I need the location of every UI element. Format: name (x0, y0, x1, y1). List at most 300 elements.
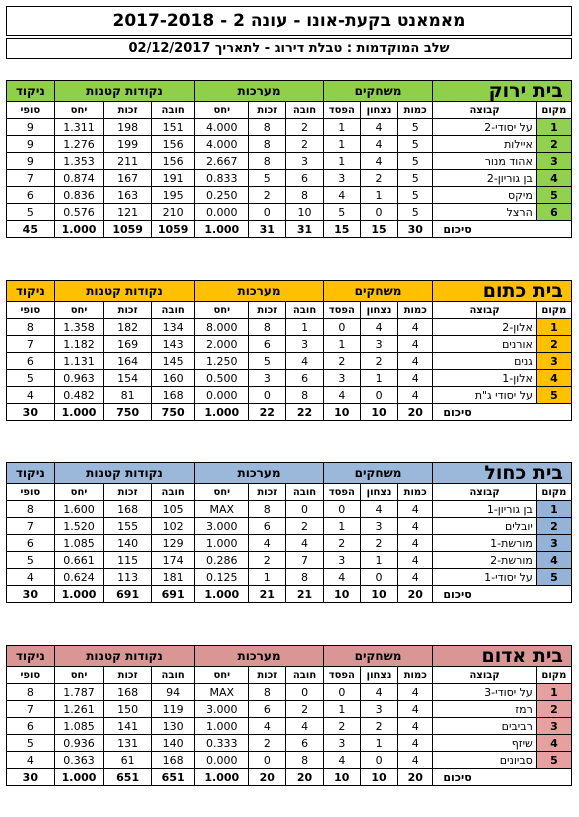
final-cell: 6 (7, 353, 55, 370)
final-cell: 8 (7, 319, 55, 336)
points-for-cell: 121 (104, 204, 152, 221)
rank-cell: 2 (536, 336, 571, 353)
table-row (7, 684, 572, 701)
total-points-for-cell: 691 (104, 586, 152, 603)
house-title: בית כחול (433, 463, 572, 484)
sets-against-cell: 2 (286, 136, 323, 153)
sets-for-cell: 8 (249, 136, 286, 153)
points-against-header: חובה (151, 484, 194, 501)
total-count-cell: 20 (398, 586, 433, 603)
final-cell: 7 (7, 170, 55, 187)
table-row (7, 752, 572, 769)
team-name-cell: על יסודי-1 (433, 569, 536, 586)
team-name-cell: מורשת-1 (433, 535, 536, 552)
points-ratio-cell: 0.661 (54, 552, 104, 569)
final-cell: 6 (7, 535, 55, 552)
sets-against-cell: 4 (286, 535, 323, 552)
total-sets-against-cell: 22 (286, 404, 323, 421)
points-for-header: זכות (104, 667, 152, 684)
loss-cell: 5 (323, 204, 360, 221)
team-name-cell: בן גוריון-2 (433, 170, 536, 187)
total-sets-for-cell: 22 (249, 404, 286, 421)
team-header: קבוצה (433, 102, 536, 119)
final-cell: 7 (7, 701, 55, 718)
win-cell: 4 (360, 119, 397, 136)
team-name-cell: שיזף (433, 735, 536, 752)
rank-cell: 4 (536, 370, 571, 387)
total-label: סיכום (433, 586, 572, 603)
count-cell: 4 (398, 552, 433, 569)
final-cell: 5 (7, 735, 55, 752)
points-for-cell: 211 (104, 153, 152, 170)
count-header: כמות (398, 667, 433, 684)
rank-cell: 1 (536, 684, 571, 701)
total-final-cell: 45 (7, 221, 55, 238)
total-label: סיכום (433, 221, 572, 238)
win-cell: 4 (360, 319, 397, 336)
total-points-for-cell: 1059 (104, 221, 152, 238)
sets-ratio-cell: 1.250 (195, 353, 249, 370)
sets-against-cell: 6 (286, 735, 323, 752)
count-cell: 4 (398, 319, 433, 336)
team-name-cell: אלון-1 (433, 370, 536, 387)
points-against-header: חובה (151, 302, 194, 319)
team-name-cell: אהוד מנור (433, 153, 536, 170)
total-count-cell: 30 (398, 221, 433, 238)
points-ratio-cell: 0.624 (54, 569, 104, 586)
points-ratio-cell: 1.085 (54, 535, 104, 552)
final-cell: 4 (7, 569, 55, 586)
table-row (7, 353, 572, 370)
table-row (7, 387, 572, 404)
loss-cell: 1 (323, 336, 360, 353)
points-against-cell: 94 (151, 684, 194, 701)
sets-against-cell: 1 (286, 319, 323, 336)
team-name-cell: מיקס (433, 187, 536, 204)
points-for-cell: 182 (104, 319, 152, 336)
count-cell: 4 (398, 501, 433, 518)
points-ratio-header: יחס (54, 484, 104, 501)
table-row (7, 136, 572, 153)
sets-against-cell: 2 (286, 701, 323, 718)
total-sets-ratio-cell: 1.000 (195, 221, 249, 238)
win-cell: 1 (360, 187, 397, 204)
sets-for-cell: 5 (249, 170, 286, 187)
points-against-header: חובה (151, 667, 194, 684)
rank-cell: 5 (536, 187, 571, 204)
sets-ratio-cell: 3.000 (195, 701, 249, 718)
points-against-cell: 151 (151, 119, 194, 136)
count-header: כמות (398, 302, 433, 319)
final-sub-header: סופי (7, 667, 55, 684)
count-cell: 4 (398, 752, 433, 769)
sets-for-cell: 6 (249, 701, 286, 718)
count-cell: 4 (398, 370, 433, 387)
total-sets-against-cell: 21 (286, 586, 323, 603)
points-ratio-cell: 1.358 (54, 319, 104, 336)
total-points-ratio-cell: 1.000 (54, 586, 104, 603)
sets-ratio-cell: 1.000 (195, 718, 249, 735)
sets-for-header: זכות (249, 302, 286, 319)
loss-cell: 4 (323, 387, 360, 404)
total-count-cell: 20 (398, 404, 433, 421)
sets-for-header: זכות (249, 484, 286, 501)
games-group-header: משחקים (323, 646, 433, 667)
sets-ratio-cell: 0.250 (195, 187, 249, 204)
total-sets-ratio-cell: 1.000 (195, 769, 249, 786)
rank-cell: 5 (536, 752, 571, 769)
sets-against-cell: 8 (286, 752, 323, 769)
sets-for-cell: 8 (249, 684, 286, 701)
final-cell: 4 (7, 387, 55, 404)
win-header: נצחון (360, 484, 397, 501)
win-header: נצחון (360, 102, 397, 119)
win-cell: 2 (360, 718, 397, 735)
points-against-cell: 140 (151, 735, 194, 752)
final-sub-header: סופי (7, 302, 55, 319)
win-cell: 0 (360, 204, 397, 221)
sets-ratio-cell: 2.000 (195, 336, 249, 353)
total-sets-against-cell: 31 (286, 221, 323, 238)
total-row (7, 221, 572, 238)
team-name-cell: אורנים (433, 336, 536, 353)
points-group-header: נקודות קטנות (54, 281, 195, 302)
points-against-cell: 191 (151, 170, 194, 187)
points-for-cell: 164 (104, 353, 152, 370)
total-win-cell: 15 (360, 221, 397, 238)
sets-against-cell: 4 (286, 353, 323, 370)
standings-table (6, 80, 572, 238)
win-cell: 3 (360, 518, 397, 535)
sets-group-header: מערכות (195, 81, 323, 102)
win-cell: 2 (360, 535, 397, 552)
sets-against-cell: 2 (286, 119, 323, 136)
sets-for-cell: 1 (249, 569, 286, 586)
points-against-cell: 129 (151, 535, 194, 552)
rank-cell: 3 (536, 153, 571, 170)
sets-against-cell: 2 (286, 518, 323, 535)
team-name-cell: יובלים (433, 518, 536, 535)
rank-header: מקום (536, 102, 571, 119)
sets-ratio-header: יחס (195, 484, 249, 501)
games-group-header: משחקים (323, 81, 433, 102)
rank-cell: 5 (536, 387, 571, 404)
sets-against-header: חובה (286, 667, 323, 684)
points-ratio-cell: 1.182 (54, 336, 104, 353)
rank-cell: 2 (536, 701, 571, 718)
count-cell: 5 (398, 170, 433, 187)
sets-ratio-cell: 0.833 (195, 170, 249, 187)
points-ratio-cell: 1.600 (54, 501, 104, 518)
sets-ratio-cell: 4.000 (195, 136, 249, 153)
win-header: נצחון (360, 667, 397, 684)
final-sub-header: סופי (7, 102, 55, 119)
sets-ratio-cell: 0.000 (195, 752, 249, 769)
win-header: נצחון (360, 302, 397, 319)
rank-cell: 3 (536, 718, 571, 735)
table-row (7, 370, 572, 387)
points-against-cell: 105 (151, 501, 194, 518)
points-against-cell: 168 (151, 752, 194, 769)
points-ratio-cell: 1.311 (54, 119, 104, 136)
points-against-cell: 160 (151, 370, 194, 387)
sets-against-cell: 8 (286, 187, 323, 204)
points-ratio-cell: 1.276 (54, 136, 104, 153)
count-cell: 5 (398, 187, 433, 204)
final-cell: 7 (7, 518, 55, 535)
sets-for-cell: 2 (249, 735, 286, 752)
win-cell: 3 (360, 336, 397, 353)
sets-against-cell: 0 (286, 501, 323, 518)
team-header: קבוצה (433, 667, 536, 684)
sets-against-header: חובה (286, 484, 323, 501)
total-loss-cell: 10 (323, 769, 360, 786)
win-cell: 1 (360, 370, 397, 387)
loss-cell: 0 (323, 684, 360, 701)
sets-ratio-cell: 3.000 (195, 518, 249, 535)
table-row (7, 119, 572, 136)
sets-against-header: חובה (286, 302, 323, 319)
win-cell: 0 (360, 569, 397, 586)
points-ratio-cell: 1.261 (54, 701, 104, 718)
points-for-cell: 163 (104, 187, 152, 204)
rank-cell: 6 (536, 204, 571, 221)
total-sets-ratio-cell: 1.000 (195, 404, 249, 421)
sets-ratio-cell: 0.000 (195, 387, 249, 404)
points-for-cell: 168 (104, 501, 152, 518)
total-row (7, 586, 572, 603)
team-name-cell: הרצל (433, 204, 536, 221)
total-final-cell: 30 (7, 586, 55, 603)
sets-for-cell: 5 (249, 353, 286, 370)
final-cell: 9 (7, 119, 55, 136)
sets-for-cell: 6 (249, 518, 286, 535)
total-points-against-cell: 651 (151, 769, 194, 786)
total-sets-for-cell: 31 (249, 221, 286, 238)
sets-against-cell: 3 (286, 153, 323, 170)
total-points-against-cell: 1059 (151, 221, 194, 238)
total-points-ratio-cell: 1.000 (54, 221, 104, 238)
team-header: קבוצה (433, 302, 536, 319)
sets-against-cell: 10 (286, 204, 323, 221)
win-cell: 3 (360, 701, 397, 718)
points-for-cell: 140 (104, 535, 152, 552)
sets-ratio-header: יחס (195, 667, 249, 684)
points-ratio-cell: 1.085 (54, 718, 104, 735)
points-ratio-cell: 0.936 (54, 735, 104, 752)
table-row (7, 187, 572, 204)
table-row (7, 501, 572, 518)
loss-header: הפסד (323, 102, 360, 119)
team-name-cell: רמז (433, 701, 536, 718)
table-row (7, 718, 572, 735)
win-cell: 0 (360, 752, 397, 769)
sets-for-cell: 4 (249, 535, 286, 552)
win-cell: 4 (360, 136, 397, 153)
final-cell: 9 (7, 153, 55, 170)
points-against-cell: 134 (151, 319, 194, 336)
team-name-cell: מורשת-2 (433, 552, 536, 569)
loss-cell: 0 (323, 319, 360, 336)
total-sets-for-cell: 20 (249, 769, 286, 786)
points-for-cell: 167 (104, 170, 152, 187)
total-points-for-cell: 651 (104, 769, 152, 786)
loss-cell: 3 (323, 552, 360, 569)
page-subtitle: שלב המוקדמות : טבלת דירוג - לתאריך 02/12/2017 (6, 38, 572, 59)
loss-header: הפסד (323, 484, 360, 501)
sets-ratio-cell: 2.667 (195, 153, 249, 170)
final-group-header: ניקוד (7, 281, 55, 302)
sets-for-cell: 8 (249, 119, 286, 136)
points-group-header: נקודות קטנות (54, 646, 195, 667)
points-against-cell: 130 (151, 718, 194, 735)
total-points-ratio-cell: 1.000 (54, 769, 104, 786)
sets-ratio-cell: MAX (195, 501, 249, 518)
total-loss-cell: 10 (323, 586, 360, 603)
count-cell: 4 (398, 684, 433, 701)
rank-cell: 5 (536, 569, 571, 586)
total-win-cell: 10 (360, 586, 397, 603)
loss-cell: 2 (323, 353, 360, 370)
standings-table (6, 280, 572, 421)
rank-cell: 1 (536, 501, 571, 518)
table-row (7, 535, 572, 552)
total-sets-for-cell: 21 (249, 586, 286, 603)
page-title: מאמאנט בקעת-אונו - עונה 2 - 2017-2018 (6, 6, 572, 36)
sets-for-cell: 0 (249, 204, 286, 221)
sets-for-cell: 4 (249, 718, 286, 735)
final-group-header: ניקוד (7, 463, 55, 484)
points-against-cell: 156 (151, 136, 194, 153)
sets-ratio-cell: 4.000 (195, 119, 249, 136)
rank-header: מקום (536, 302, 571, 319)
final-cell: 9 (7, 136, 55, 153)
count-cell: 4 (398, 718, 433, 735)
total-sets-against-cell: 20 (286, 769, 323, 786)
points-against-header: חובה (151, 102, 194, 119)
count-header: כמות (398, 102, 433, 119)
sets-ratio-cell: MAX (195, 684, 249, 701)
total-final-cell: 30 (7, 769, 55, 786)
points-ratio-header: יחס (54, 102, 104, 119)
count-cell: 4 (398, 569, 433, 586)
points-ratio-cell: 1.353 (54, 153, 104, 170)
points-ratio-header: יחס (54, 667, 104, 684)
points-against-cell: 195 (151, 187, 194, 204)
sets-group-header: מערכות (195, 646, 323, 667)
sets-for-cell: 3 (249, 370, 286, 387)
sets-against-header: חובה (286, 102, 323, 119)
win-cell: 0 (360, 387, 397, 404)
win-cell: 4 (360, 501, 397, 518)
house-title: בית ירוק (433, 81, 572, 102)
sets-ratio-cell: 8.000 (195, 319, 249, 336)
win-cell: 1 (360, 552, 397, 569)
points-for-cell: 61 (104, 752, 152, 769)
total-row (7, 769, 572, 786)
team-name-cell: גנים (433, 353, 536, 370)
sets-for-cell: 2 (249, 552, 286, 569)
count-cell: 5 (398, 119, 433, 136)
rank-header: מקום (536, 667, 571, 684)
team-name-cell: איילות (433, 136, 536, 153)
rank-cell: 1 (536, 319, 571, 336)
rank-cell: 3 (536, 535, 571, 552)
sets-for-header: זכות (249, 102, 286, 119)
points-for-header: זכות (104, 484, 152, 501)
sets-against-cell: 7 (286, 552, 323, 569)
points-group-header: נקודות קטנות (54, 81, 195, 102)
total-points-against-cell: 750 (151, 404, 194, 421)
sets-ratio-header: יחס (195, 102, 249, 119)
points-for-cell: 81 (104, 387, 152, 404)
rank-cell: 4 (536, 552, 571, 569)
total-row (7, 404, 572, 421)
rank-cell: 1 (536, 119, 571, 136)
table-row (7, 569, 572, 586)
table-row (7, 319, 572, 336)
points-ratio-cell: 1.520 (54, 518, 104, 535)
team-name-cell: על יסודי-3 (433, 684, 536, 701)
points-for-header: זכות (104, 102, 152, 119)
table-row (7, 204, 572, 221)
total-count-cell: 20 (398, 769, 433, 786)
count-cell: 4 (398, 387, 433, 404)
points-ratio-cell: 1.787 (54, 684, 104, 701)
final-group-header: ניקוד (7, 81, 55, 102)
total-points-for-cell: 750 (104, 404, 152, 421)
table-row (7, 153, 572, 170)
points-ratio-cell: 0.963 (54, 370, 104, 387)
final-group-header: ניקוד (7, 646, 55, 667)
loss-cell: 3 (323, 370, 360, 387)
sets-ratio-header: יחס (195, 302, 249, 319)
rank-cell: 4 (536, 735, 571, 752)
count-cell: 4 (398, 518, 433, 535)
final-cell: 5 (7, 204, 55, 221)
points-ratio-cell: 0.363 (54, 752, 104, 769)
loss-cell: 1 (323, 518, 360, 535)
count-header: כמות (398, 484, 433, 501)
table-row (7, 552, 572, 569)
sets-against-cell: 4 (286, 718, 323, 735)
sets-ratio-cell: 0.333 (195, 735, 249, 752)
sets-for-cell: 0 (249, 752, 286, 769)
points-for-cell: 113 (104, 569, 152, 586)
sets-for-cell: 0 (249, 387, 286, 404)
team-header: קבוצה (433, 484, 536, 501)
points-for-header: זכות (104, 302, 152, 319)
table-row (7, 735, 572, 752)
team-name-cell: רביבים (433, 718, 536, 735)
loss-cell: 3 (323, 735, 360, 752)
sets-group-header: מערכות (195, 463, 323, 484)
points-ratio-cell: 1.131 (54, 353, 104, 370)
rank-header: מקום (536, 484, 571, 501)
count-cell: 4 (398, 353, 433, 370)
points-group-header: נקודות קטנות (54, 463, 195, 484)
points-ratio-cell: 0.874 (54, 170, 104, 187)
final-cell: 4 (7, 752, 55, 769)
loss-cell: 2 (323, 535, 360, 552)
games-group-header: משחקים (323, 281, 433, 302)
points-ratio-header: יחס (54, 302, 104, 319)
team-name-cell: אלון-2 (433, 319, 536, 336)
count-cell: 4 (398, 535, 433, 552)
loss-cell: 1 (323, 153, 360, 170)
rank-cell: 4 (536, 170, 571, 187)
total-win-cell: 10 (360, 769, 397, 786)
